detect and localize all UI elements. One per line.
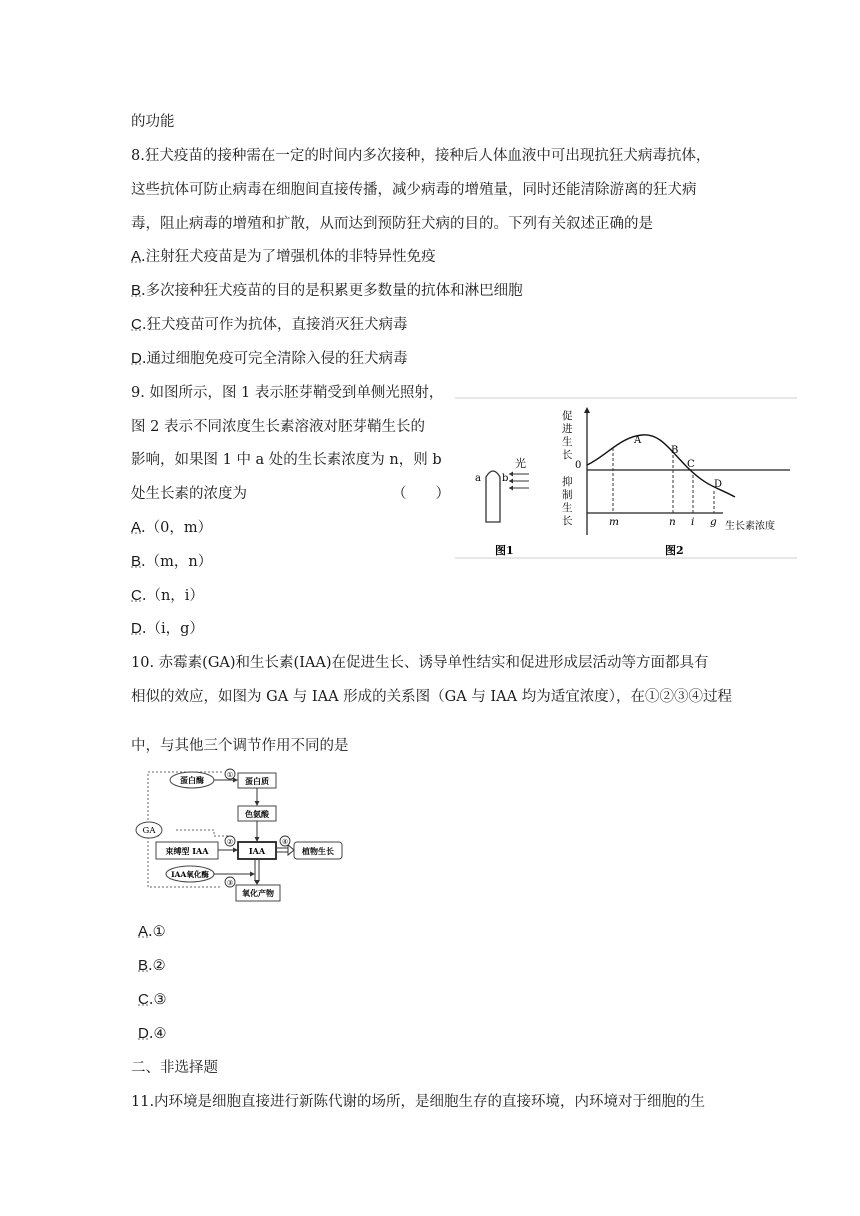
bound-iaa-label: 束缚型 IAA — [165, 846, 209, 856]
option-text: .③ — [148, 992, 167, 1008]
point-c-label: C — [687, 459, 695, 470]
q10-option-a[interactable] — [138, 922, 166, 942]
y-label-promote: 进 — [562, 423, 573, 435]
option-text: .通过细胞免疫可完全清除入侵的狂犬病毒 — [141, 351, 408, 367]
option-letter: D — [131, 620, 142, 637]
option-text: .注射狂犬疫苗是为了增强机体的非特异性免疫 — [141, 249, 436, 265]
y-label-inhibit: 抑 — [562, 476, 573, 488]
question-9-stem-line: 9. 如图所示，图 1 表示胚芽鞘受到单侧光照射， — [131, 385, 444, 401]
q8-option-c[interactable] — [131, 315, 407, 335]
question-10-stem-line: 中，与其他三个调节作用不同的是 — [131, 738, 349, 754]
tick-n: n — [669, 516, 676, 528]
step-1-label: ① — [226, 771, 234, 779]
x-axis-label: 生长素浓度 — [725, 521, 775, 532]
question-9-stem-line: 图 2 表示不同浓度生长素溶液对胚芽鞘生长的 — [131, 419, 425, 435]
option-letter: C — [138, 991, 149, 1008]
q10-option-d[interactable] — [138, 1024, 166, 1044]
y-label-inhibit: 制 — [562, 489, 573, 501]
iaa-label: IAA — [248, 846, 266, 856]
protease-label: 蛋白酶 — [180, 775, 204, 785]
point-d-label: D — [714, 479, 723, 490]
question-9-stem-line: 处生长素的浓度为 — [131, 486, 247, 502]
iaa-oxidase-label: IAA氧化酶 — [171, 870, 209, 879]
question-10-diagram — [134, 768, 350, 906]
tick-i: i — [691, 516, 695, 528]
option-letter: A — [138, 923, 149, 940]
question-9-stem-line: 影响，如果图 1 中 a 处的生长素浓度为 n，则 b — [131, 452, 442, 468]
light-label: 光 — [515, 457, 526, 470]
origin-label: 0 — [575, 460, 582, 471]
option-text: .② — [148, 958, 166, 974]
option-letter: A — [131, 519, 142, 536]
question-9-figure — [455, 395, 797, 560]
oxidation-product-label: 氧化产物 — [242, 888, 274, 898]
q9-option-d[interactable] — [131, 619, 204, 639]
q10-option-b[interactable] — [138, 956, 166, 976]
tick-g: g — [710, 516, 717, 528]
question-8-stem-line: 这些抗体可防止病毒在细胞间直接传播，减少病毒的增殖量，同时还能清除游离的狂犬病 — [131, 182, 697, 198]
q9-option-c[interactable] — [131, 586, 204, 606]
figure-2-caption: 图2 — [665, 544, 684, 557]
step-4-label: ④ — [281, 838, 289, 846]
step-3-label: ③ — [226, 879, 234, 887]
option-letter: C — [131, 587, 142, 604]
question-10-stem-line: 相似的效应，如图为 GA 与 IAA 形成的关系图（GA 与 IAA 均为适宜浓度），在①②③④过程 — [131, 689, 732, 705]
question-11-stem-line: 11.内环境是细胞直接进行新陈代谢的场所，是细胞生存的直接环境，内环境对于细胞的生 — [131, 1094, 706, 1110]
y-label-promote: 促 — [562, 410, 573, 422]
option-text: .（n，i） — [141, 588, 204, 604]
option-letter: C — [131, 316, 142, 333]
option-letter: B — [131, 553, 142, 570]
figure-1-caption: 图1 — [495, 544, 514, 557]
option-letter: D — [138, 1025, 149, 1042]
option-text: .（m，n） — [141, 554, 213, 570]
side-b-label: b — [502, 473, 509, 484]
option-letter: B — [131, 282, 142, 299]
text-line: 的功能 — [131, 114, 175, 130]
q9-option-b[interactable] — [131, 552, 212, 572]
q8-option-d[interactable] — [131, 349, 407, 369]
q8-option-b[interactable] — [131, 281, 523, 301]
point-b-label: B — [671, 445, 679, 456]
q9-option-a[interactable] — [131, 518, 212, 538]
option-letter: B — [138, 957, 149, 974]
question-8-stem-line: 毒，阻止病毒的增殖和扩散，从而达到预防狂犬病的目的。下列有关叙述正确的是 — [131, 216, 653, 232]
option-text: .（i，g） — [141, 621, 204, 637]
section-heading: 二、非选择题 — [131, 1060, 218, 1076]
answer-paren: （ ） — [392, 486, 450, 502]
tick-m: m — [609, 516, 619, 528]
question-10-stem-line: 10. 赤霉素(GA)和生长素(IAA)在促进生长、诱导单性结实和促进形成层活动等方面都具有 — [131, 655, 709, 671]
option-text: .狂犬疫苗可作为抗体，直接消灭狂犬病毒 — [141, 317, 408, 333]
protein-label: 蛋白质 — [245, 776, 269, 786]
y-label-inhibit: 生 — [562, 502, 573, 514]
option-letter: A — [131, 248, 142, 265]
q10-option-c[interactable] — [138, 990, 166, 1010]
step-2-label: ② — [226, 838, 234, 846]
y-label-promote: 生 — [562, 436, 573, 448]
option-text: .（0，m） — [141, 520, 213, 536]
y-label-inhibit: 长 — [562, 515, 573, 527]
q8-option-a[interactable] — [131, 247, 436, 267]
tryptophan-label: 色氨酸 — [245, 809, 269, 819]
option-letter: D — [131, 350, 142, 367]
point-a-label: A — [634, 435, 642, 446]
question-8-stem-line: 8.狂犬疫苗的接种需在一定的时间内多次接种，接种后人体血液中可出现抗狂犬病毒抗体， — [131, 148, 711, 164]
option-text: .① — [148, 924, 166, 940]
option-text: .多次接种狂犬疫苗的目的是积累更多数量的抗体和淋巴细胞 — [141, 283, 523, 299]
ga-label: GA — [142, 826, 156, 836]
plant-growth-label: 植物生长 — [302, 846, 334, 856]
option-text: .④ — [148, 1026, 167, 1042]
side-a-label: a — [475, 473, 481, 484]
y-label-promote: 长 — [562, 449, 573, 461]
